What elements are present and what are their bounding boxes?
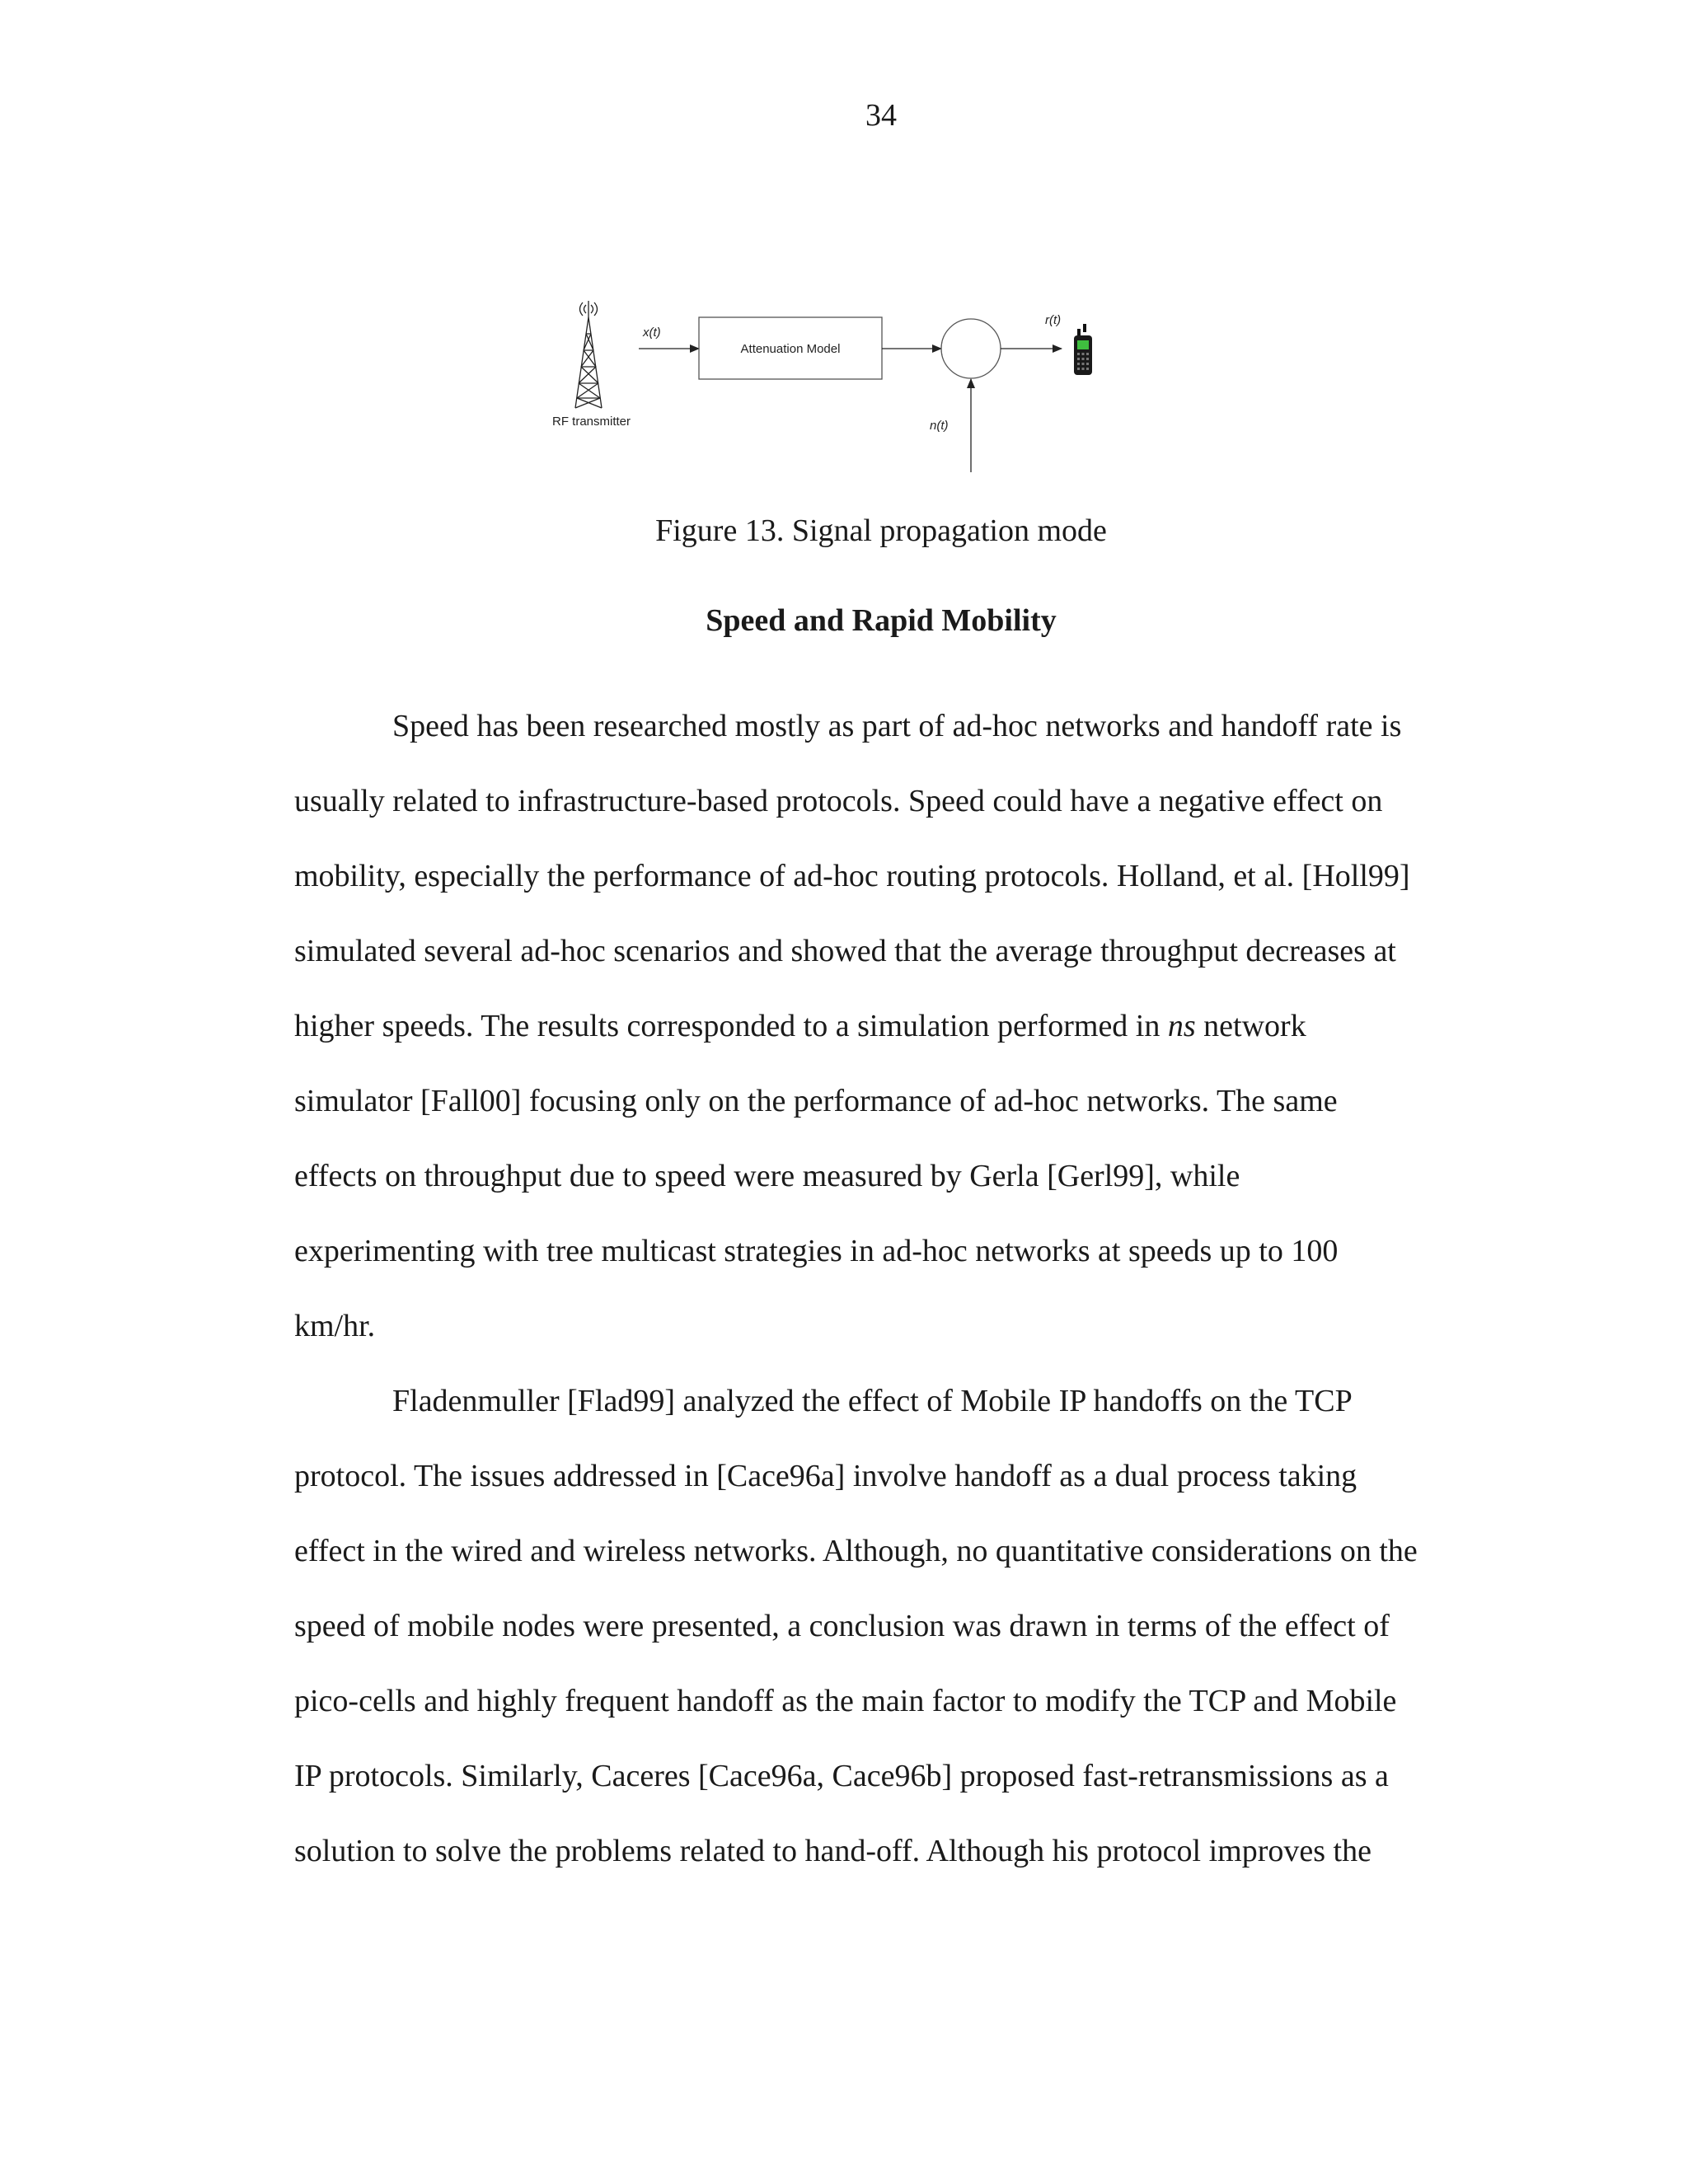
- text-line: effects on throughput due to speed were measured by Gerla [Gerl99], while: [294, 1159, 1240, 1193]
- rf-transmitter-label: RF transmitter: [552, 415, 631, 429]
- text-line: pico-cells and highly frequent handoff as the main factor to modify the TCP and Mobile: [294, 1684, 1397, 1718]
- page-number: 34: [865, 98, 897, 133]
- noise-label: n(t): [930, 419, 949, 433]
- text-segment: higher speeds. The results corresponded to a simulation performed in: [294, 1009, 1168, 1043]
- text-line: simulated several ad-hoc scenarios and showed that the average throughput decreases at: [294, 934, 1396, 968]
- summing-node: [941, 319, 1001, 378]
- text-line: simulator [Fall00] focusing only on the performance of ad-hoc networks. The same: [294, 1084, 1338, 1118]
- paragraph: [294, 689, 1481, 1364]
- text-line: experimenting with tree multicast strategies in ad-hoc networks at speeds up to 100: [294, 1234, 1339, 1268]
- output-signal-label: r(t): [1045, 313, 1062, 327]
- mobile-phone-icon: [1074, 324, 1092, 375]
- text-line: speed of mobile nodes were presented, a conclusion was drawn in terms of the effect of: [294, 1609, 1390, 1643]
- text-line: usually related to infrastructure-based protocols. Speed could have a negative effect on: [294, 784, 1383, 818]
- input-signal-label: x(t): [643, 326, 661, 340]
- text-line: IP protocols. Similarly, Caceres [Cace96a, Cace96b] proposed fast-retransmissions as a: [294, 1759, 1389, 1793]
- text-line: Speed has been researched mostly as part of ad-hoc networks and handoff rate is: [392, 709, 1402, 743]
- signal-propagation-diagram: [528, 293, 1137, 490]
- attenuation-model-label: Attenuation Model: [740, 342, 841, 356]
- paragraph: [294, 1364, 1481, 1889]
- section-heading: Speed and Rapid Mobility: [706, 603, 1057, 638]
- italic-term: ns: [1167, 1009, 1196, 1043]
- text-segment: network: [1195, 1009, 1306, 1043]
- text-line: effect in the wired and wireless networks. Although, no quantitative considerations on the: [294, 1534, 1418, 1568]
- text-line: [294, 989, 1481, 1064]
- text-line: solution to solve the problems related to hand-off. Although his protocol improves the: [294, 1834, 1372, 1868]
- rf-transmitter-tower-icon: [575, 301, 602, 408]
- text-line: km/hr.: [294, 1309, 376, 1343]
- signal-propagation-figure: [528, 293, 1137, 490]
- body-text: [294, 689, 1481, 1889]
- text-line: mobility, especially the performance of ad-hoc routing protocols. Holland, et al. [Holl99]: [294, 859, 1410, 893]
- figure-caption: Figure 13. Signal propagation mode: [655, 513, 1107, 548]
- text-line: Fladenmuller [Flad99] analyzed the effect of Mobile IP handoffs on the TCP: [392, 1384, 1353, 1418]
- text-line: protocol. The issues addressed in [Cace96a] involve handoff as a dual process taking: [294, 1459, 1357, 1493]
